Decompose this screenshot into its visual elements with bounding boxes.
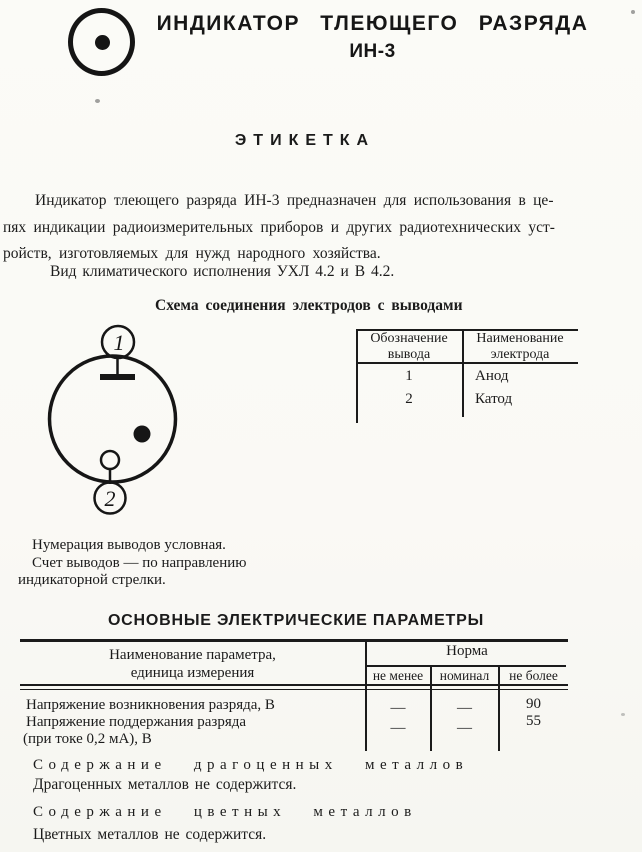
- param-row-max: 55: [526, 713, 541, 729]
- pinout-section-heading: Схема соединения электродов с выводами: [155, 297, 463, 314]
- intro-line: ройств, изготовляемых для нужд народного хозяйства.: [3, 245, 381, 262]
- params-table-top-rule: [20, 639, 568, 642]
- page-title-line1: ИНДИКАТОР ТЛЕЮЩЕГО РАЗРЯДА: [156, 12, 589, 35]
- page-title: [130, 12, 615, 63]
- nonferrous-metals-text: Цветных металлов не содержится.: [33, 826, 267, 843]
- param-column-header-line1: Наименование параметра,: [109, 647, 276, 663]
- param-row-name: Напряжение возникновения разряда, В: [26, 697, 275, 713]
- scan-speck: [621, 713, 625, 716]
- param-row-name-cont: (при токе 0,2 мА), В: [23, 731, 152, 747]
- precious-metals-text: Драгоценных металлов не содержится.: [33, 776, 297, 793]
- nonferrous-metals-heading: Содержание цветных металлов: [33, 804, 417, 820]
- anode-bar: [100, 374, 135, 380]
- intro-paragraph: [3, 188, 599, 268]
- cathode-dot: [134, 426, 151, 443]
- intro-line: пях индикации радиоизмерительных приборов и других радиотехнических уст-: [3, 218, 555, 236]
- pinout-col2-header: Наименование электрода: [476, 331, 564, 362]
- param-row-name: Напряжение поддержания разряда: [26, 714, 247, 730]
- subheader-not-more: не более: [509, 668, 558, 683]
- note-line: Счет выводов — по направлению: [32, 554, 247, 571]
- label-heading: ЭТИКЕТКА: [234, 132, 376, 149]
- scan-speck: [95, 99, 100, 103]
- note-line: индикаторной стрелки.: [18, 572, 166, 588]
- note-line: Нумерация выводов условная.: [32, 537, 226, 553]
- norma-column-group-header: Норма: [446, 643, 488, 659]
- precious-metals-heading: Содержание драгоценных металлов: [33, 757, 469, 773]
- pinout-row-electrode: Катод: [475, 391, 513, 407]
- parameters-table: [20, 639, 568, 754]
- param-row-max: 90: [526, 696, 541, 712]
- climate-version-line: Вид климатического исполнения УХЛ 4.2 и В 4.2.: [50, 263, 395, 280]
- parameters-section-heading: ОСНОВНЫЕ ЭЛЕКТРИЧЕСКИЕ ПАРАМЕТРЫ: [107, 612, 485, 629]
- param-row-min: —: [390, 720, 406, 736]
- pinout-row-electrode: Анод: [475, 368, 509, 384]
- param-column-header-line2: единица измерения: [130, 665, 255, 681]
- param-row-nominal: —: [457, 700, 472, 716]
- brand-circle-dot-center: [95, 35, 110, 50]
- brand-circle-dot-icon: [68, 8, 135, 76]
- cathode-terminal-inner-circle: [101, 451, 119, 469]
- param-row-nominal: —: [457, 720, 472, 736]
- intro-line: Индикатор тлеющего разряда ИН-3 предназначен для использования в це-: [35, 192, 554, 209]
- params-table-header-rule: [20, 684, 568, 690]
- pinout-row-pin: 2: [405, 391, 413, 407]
- pin1-label: 1: [113, 330, 125, 355]
- page-title-model: ИН-3: [349, 41, 396, 62]
- pin-numbering-notes: [18, 537, 338, 590]
- param-column-header: [20, 646, 365, 682]
- pinout-table-header-rule: [356, 362, 578, 364]
- tube-pinout-diagram: [40, 323, 196, 523]
- scan-speck: [631, 10, 635, 14]
- norma-underline-rule: [365, 665, 566, 667]
- subheader-nominal: номинал: [439, 668, 490, 683]
- pin2-label: 2: [104, 486, 116, 511]
- pinout-table: [356, 329, 578, 424]
- subheader-not-less: не менее: [372, 668, 424, 683]
- pinout-col1-header: Обозначение вывода: [370, 331, 448, 362]
- param-row-min: —: [390, 700, 406, 716]
- pinout-row-pin: 1: [405, 368, 413, 384]
